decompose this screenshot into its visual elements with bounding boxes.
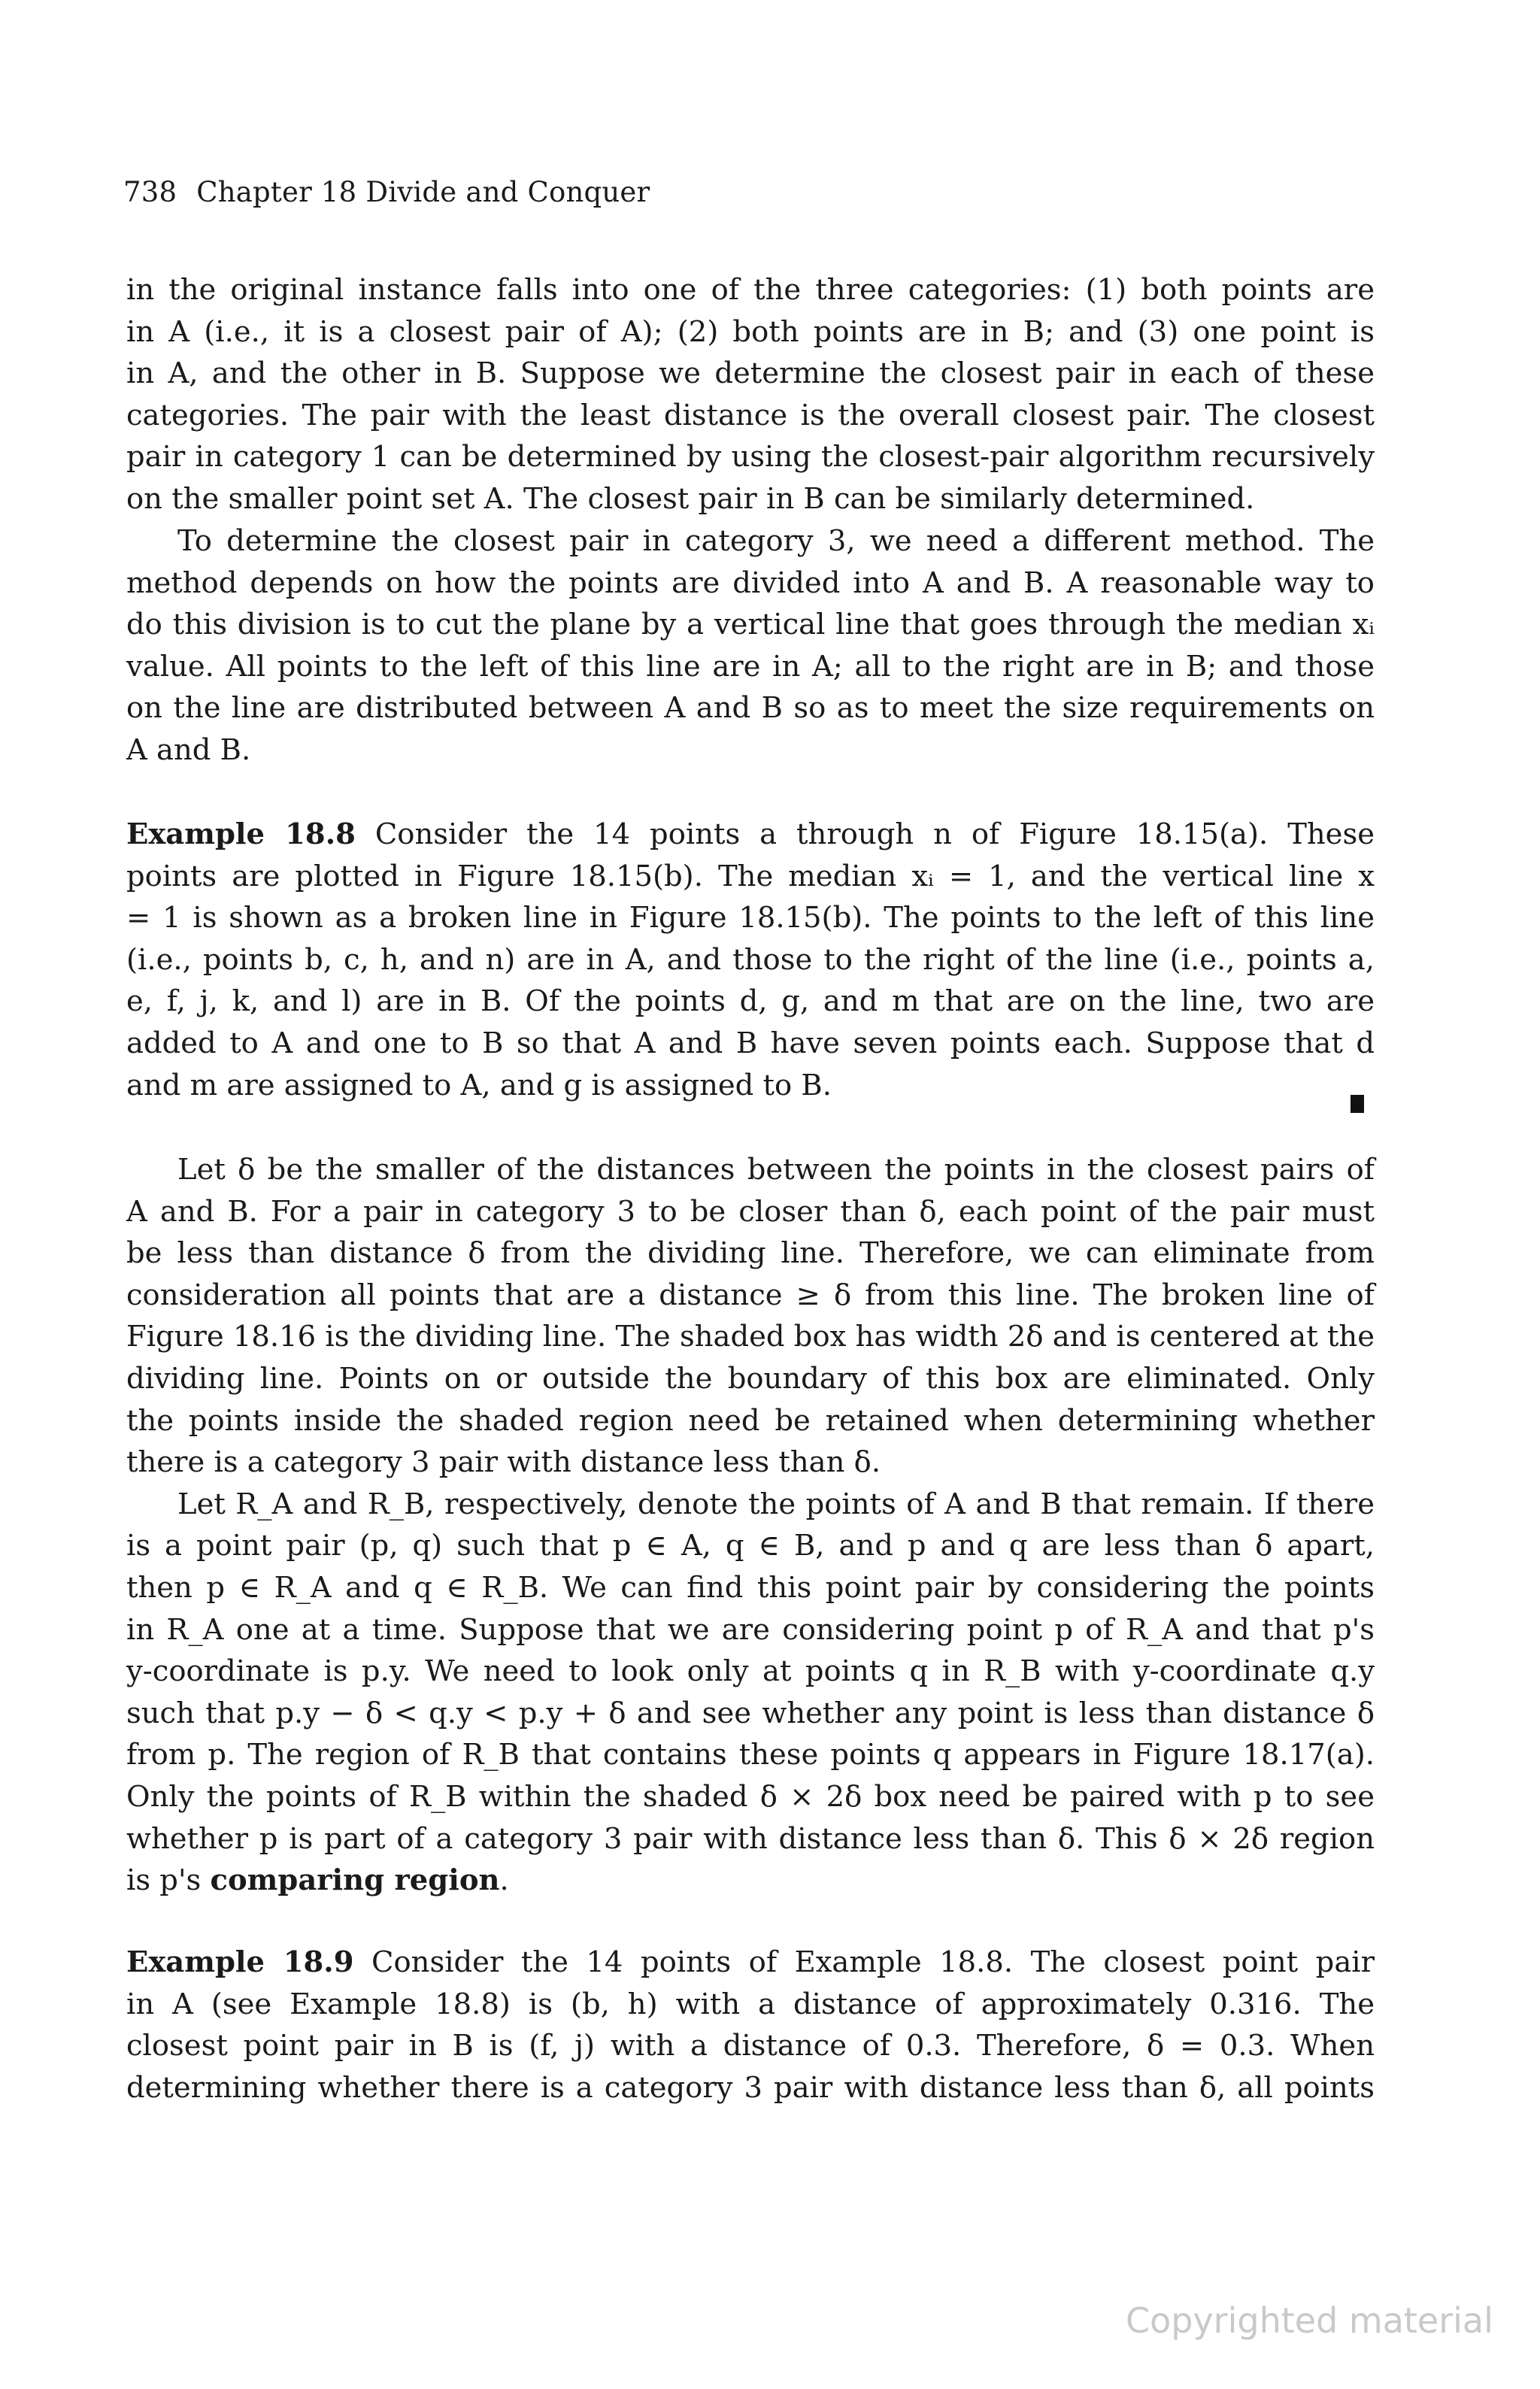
- text-line: is p's comparing region.: [126, 1863, 509, 1898]
- copyright-watermark: Copyrighted material: [1126, 2300, 1493, 2341]
- text-line: on the line are distributed between A and B so as to meet the size requirements on: [126, 691, 1375, 726]
- paragraph-categories: [126, 269, 1375, 520]
- text-line: is a point pair (p, q) such that p ∈ A, q ∈ B, and p and q are less than δ apart,: [126, 1529, 1375, 1563]
- text-line: in A (i.e., it is a closest pair of A); (2) both points are in B; and (3) one point is: [126, 314, 1375, 349]
- example-label: Example 18.8: [126, 817, 356, 851]
- text-line: from p. The region of R_B that contains these points q appears in Figure 18.17(a).: [126, 1738, 1375, 1772]
- text-line: the points inside the shaded region need be retained when determining whether: [126, 1403, 1375, 1438]
- text-line: Example 18.8 Consider the 14 points a through n of Figure 18.15(a). These: [126, 817, 1375, 851]
- text-line: points are plotted in Figure 18.15(b). The median xᵢ = 1, and the vertical line x: [126, 859, 1375, 893]
- page-number: 738: [123, 176, 177, 208]
- text-line: in A, and the other in B. Suppose we determine the closest pair in each of these: [126, 356, 1375, 391]
- text-line: = 1 is shown as a broken line in Figure 18.15(b). The points to the left of this line: [126, 901, 1375, 935]
- text-line: y-coordinate is p.y. We need to look only at points q in R_B with y-coordinate q.y: [126, 1654, 1375, 1689]
- text-line: in R_A one at a time. Suppose that we are considering point p of R_A and that p's: [126, 1612, 1375, 1647]
- text-line: Only the points of R_B within the shaded δ × 2δ box need be paired with p to see: [126, 1779, 1375, 1814]
- text-line: Let R_A and R_B, respectively, denote the points of A and B that remain. If there: [177, 1487, 1375, 1521]
- text-line: in A (see Example 18.8) is (b, h) with a distance of approximately 0.316. The: [126, 1987, 1375, 2021]
- chapter-title: Chapter 18 Divide and Conquer: [196, 176, 650, 208]
- text-line: determining whether there is a category 3 pair with distance less than δ, all points: [126, 2070, 1375, 2105]
- text-line: A and B. For a pair in category 3 to be closer than δ, each point of the pair must: [126, 1194, 1375, 1229]
- text-line: categories. The pair with the least distance is the overall closest pair. The closest: [126, 398, 1375, 432]
- text-line: dividing line. Points on or outside the boundary of this box are eliminated. Only: [126, 1361, 1375, 1396]
- text-line: method depends on how the points are divided into A and B. A reasonable way to: [126, 565, 1375, 600]
- text-line: (i.e., points b, c, h, and n) are in A, and those to the right of the line (i.e., points a,: [126, 942, 1375, 977]
- text-line: then p ∈ R_A and q ∈ R_B. We can find this point pair by considering the points: [126, 1570, 1375, 1605]
- text-line: there is a category 3 pair with distance less than δ.: [126, 1445, 881, 1480]
- paragraph-category-3: [126, 520, 1375, 772]
- text-line: in the original instance falls into one of the three categories: (1) both points are: [126, 273, 1375, 307]
- text-line: whether p is part of a category 3 pair with distance less than δ. This δ × 2δ region: [126, 1821, 1375, 1856]
- text-line: Figure 18.16 is the dividing line. The shaded box has width 2δ and is centered at the: [126, 1320, 1375, 1354]
- text-line: do this division is to cut the plane by a vertical line that goes through the median xᵢ: [126, 608, 1375, 642]
- text-line: Let δ be the smaller of the distances between the points in the closest pairs of: [177, 1153, 1375, 1187]
- text-line: pair in category 1 can be determined by using the closest-pair algorithm recursively: [126, 440, 1375, 474]
- example-label: Example 18.9: [126, 1945, 354, 1979]
- text-line: Example 18.9 Consider the 14 points of Example 18.8. The closest point pair: [126, 1945, 1375, 1979]
- text-line: be less than distance δ from the dividing line. Therefore, we can eliminate from: [126, 1236, 1375, 1271]
- term-comparing-region: comparing region: [210, 1863, 500, 1898]
- text-line: A and B.: [126, 732, 251, 767]
- text-line: closest point pair in B is (f, j) with a distance of 0.3. Therefore, δ = 0.3. When: [126, 2029, 1375, 2063]
- text-line: on the smaller point set A. The closest pair in B can be similarly determined.: [126, 481, 1255, 516]
- text-line: and m are assigned to A, and g is assigned to B.: [126, 1068, 832, 1102]
- example-18-9: [126, 1942, 1375, 2109]
- example-18-8: [126, 814, 1375, 1106]
- text-line: e, f, j, k, and l) are in B. Of the points d, g, and m that are on the line, two are: [126, 984, 1375, 1019]
- text-line: such that p.y − δ < q.y < p.y + δ and see whether any point is less than distance δ: [126, 1696, 1375, 1730]
- running-header: [123, 176, 650, 208]
- paragraph-delta: [126, 1149, 1375, 1902]
- text-line: value. All points to the left of this line are in A; all to the right are in B; and those: [126, 649, 1375, 684]
- text-line: added to A and one to B so that A and B have seven points each. Suppose that d: [126, 1026, 1375, 1060]
- text-line: To determine the closest pair in category 3, we need a different method. The: [177, 524, 1375, 558]
- text-line: consideration all points that are a distance ≥ δ from this line. The broken line of: [126, 1278, 1375, 1312]
- end-of-example-mark: [1351, 1095, 1364, 1113]
